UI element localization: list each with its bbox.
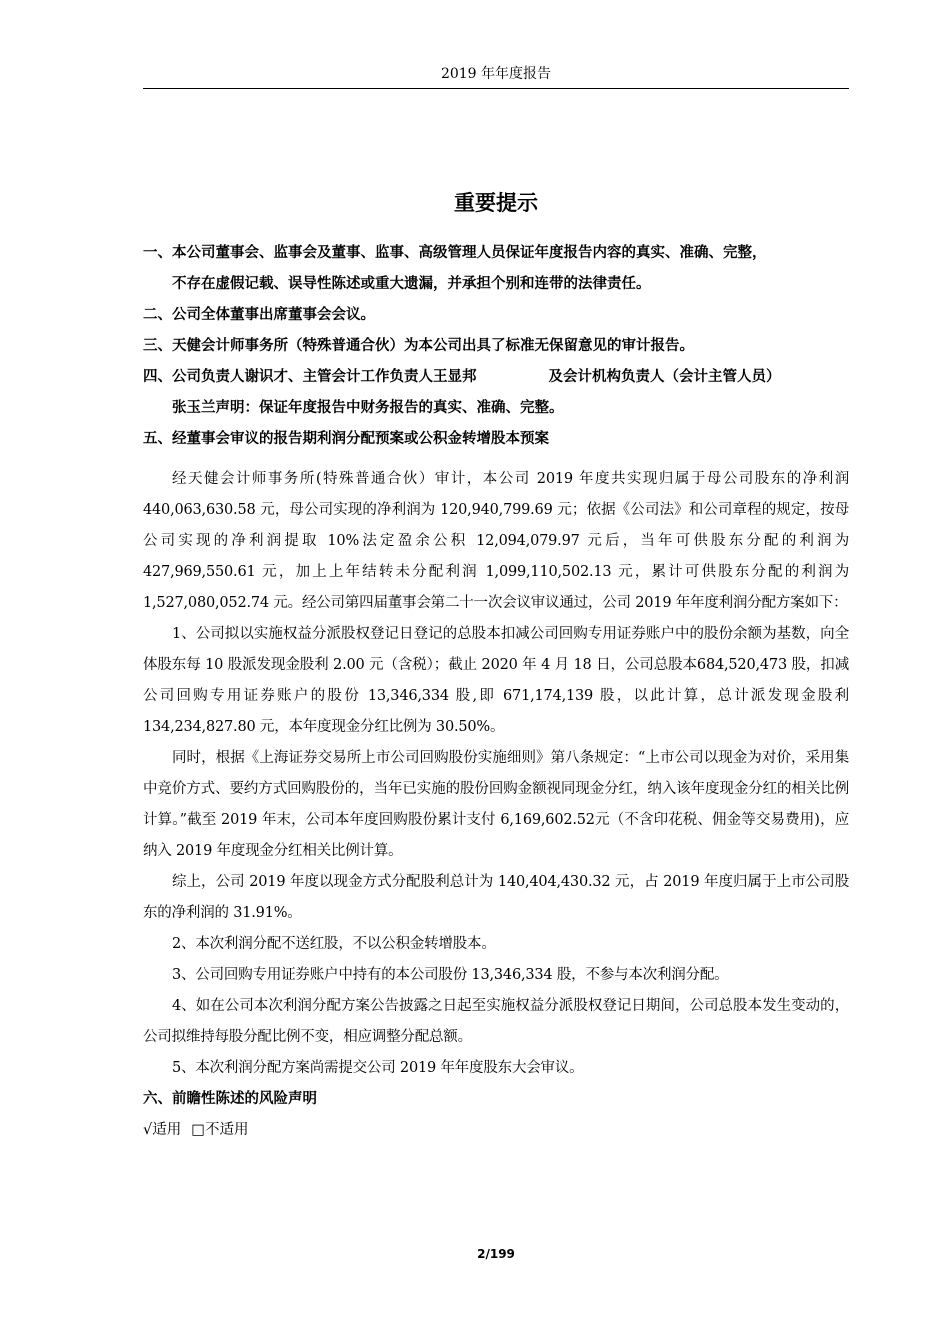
notice-item-1	[143, 238, 849, 300]
profit-plan-point-4: 4、如在公司本次利润分配方案公告披露之日起至实施权益分派股权登记日期间，公司总股本发生变动的，公司拟维持每股分配比例不变，相应调整分配总额。	[143, 998, 849, 1045]
notice-item-1-line-1: 一、本公司董事会、监事会及董事、监事、高级管理人员保证年度报告内容的真实、准确、完整，	[143, 245, 767, 261]
not-applicable-option: □不适用	[191, 1122, 249, 1138]
profit-plan-point-3: 3、公司回购专用证券账户中持有的本公司股份 13,346,334 股，不参与本次利润分配。	[172, 967, 729, 983]
notice-item-1-line-2: 不存在虚假记载、误导性陈述或重大遗漏，并承担个别和连带的法律责任。	[172, 276, 651, 292]
notice-item-4-line-2: 张玉兰声明：保证年度报告中财务报告的真实、准确、完整。	[172, 400, 564, 416]
notice-item-5: 五、经董事会审议的报告期利润分配预案或公积金转增股本预案	[143, 431, 549, 447]
notice-item-6: 六、前瞻性陈述的风险声明	[143, 1091, 317, 1107]
profit-plan-summary: 综上，公司 2019 年度以现金方式分配股利总计为 140,404,430.32 元，占 2019 年度归属于上市公司股东的净利润的 31.91%。	[143, 874, 849, 921]
notice-item-4-line-1-a: 四、公司负责人谢识才、主管会计工作负责人王显邦	[143, 369, 477, 385]
risk-applicability	[143, 1115, 849, 1146]
profit-plan-point-2: 2、本次利润分配不送红股，不以公积金转增股本。	[172, 936, 496, 952]
profit-plan-meanwhile: 同时，根据《上海证券交易所上市公司回购股份实施细则》第八条规定：“上市公司以现金为对价，采用集中竞价方式、要约方式回购股份的，当年已实施的股份回购金额视同现金分红，纳入该年度现金分红的相关比例计算。”截至 2019 年末，公司本年度回购股份累计支付 6,169,602.52元（不含印花税、佣金等交易费用)，应纳入 2019 年度现金分红相关比例计算。	[143, 750, 849, 859]
section-title: 重要提示	[454, 191, 538, 215]
notice-item-3: 三、天健会计师事务所（特殊普通合伙）为本公司出具了标准无保留意见的审计报告。	[143, 338, 694, 354]
running-header: 2019 年年度报告	[440, 66, 552, 82]
page-number: 2/199	[477, 1247, 515, 1261]
profit-plan-point-1: 1、公司拟以实施权益分派股权登记日登记的总股本扣减公司回购专用证券账户中的股份余额为基数，向全体股东每 10 股派发现金股利 2.00 元（含税）；截止 2020 年 4 月 18 日，公司总股本684,520,473 股，扣减公司回购专用证券账户的股份 13,346,334 股,即 671,174,139 股，以此计算，总计派发现金股利 134,234,827.80 元，本年度现金分红比例为 30.50%。	[143, 626, 849, 735]
notice-item-2: 二、公司全体董事出席董事会会议。	[143, 307, 375, 323]
profit-plan-point-5: 5、本次利润分配方案尚需提交公司 2019 年年度股东大会审议。	[172, 1060, 584, 1076]
document-body	[143, 238, 849, 1146]
notice-item-4	[143, 362, 849, 424]
notice-item-4-line-1-b: 及会计机构负责人（会计主管人员）	[548, 369, 781, 385]
header-divider	[143, 88, 849, 89]
profit-plan-intro: 经天健会计师事务所(特殊普通合伙）审计，本公司 2019 年度共实现归属于母公司股东的净利润 440,063,630.58 元，母公司实现的净利润为 120,940,799.69 元；依据《公司法》和公司章程的规定，按母公司实现的净利润提取 10%法定盈余公积 12,094,079.97 元后，当年可供股东分配的利润为 427,969,550.61 元，加上上年结转未分配利润 1,099,110,502.13 元，累计可供股东分配的利润为 1,527,080,052.74 元。经公司第四届董事会第二十一次会议审议通过，公司 2019 年年度利润分配方案如下：	[143, 471, 849, 611]
applicable-option: √适用	[143, 1122, 182, 1138]
